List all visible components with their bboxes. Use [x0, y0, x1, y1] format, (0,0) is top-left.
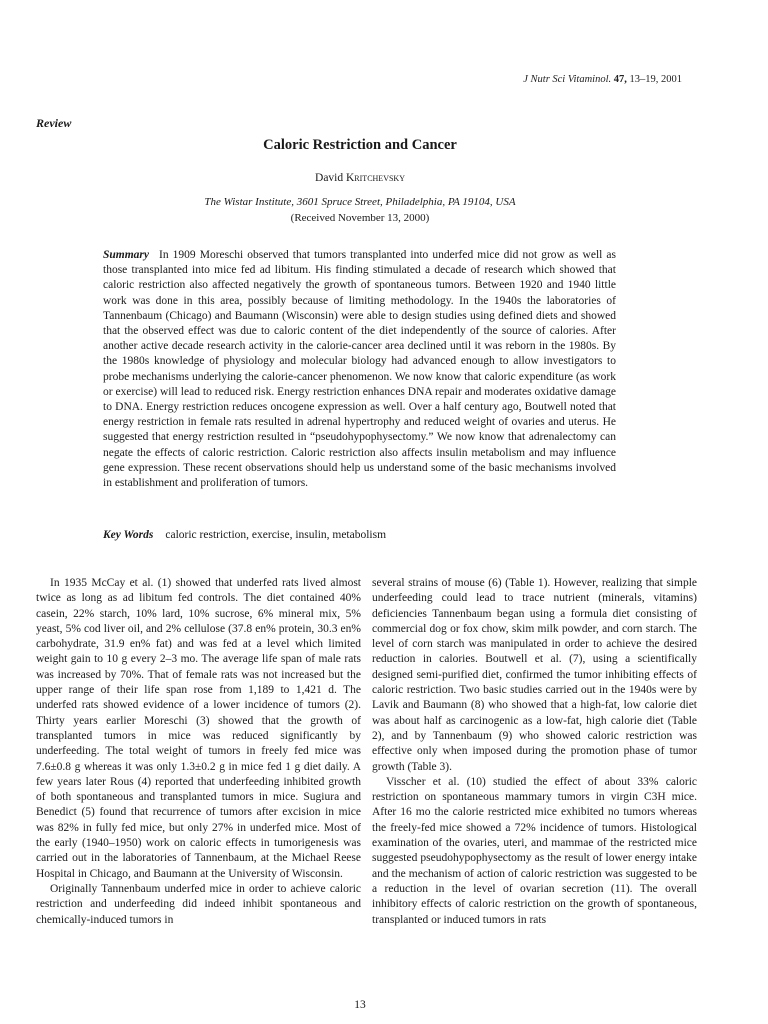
author: [0, 172, 720, 184]
body-paragraph: Originally Tannenbaum underfed mice in order to achieve caloric restriction and underfeeding did indeed inhibit spontaneous and chemically-induced tumors in: [36, 882, 361, 926]
abstract-text: In 1909 Moreschi observed that tumors transplanted into underfed mice did not grow as well as those transplanted into mice fed ad libitum. His finding stimulated a decade of research which showed that caloric restriction also affected negatively the growth of spontaneous tumors. Between 1920 and 1940 little work was done in this area, possibly because of limiting methodology. In the 1940s the laboratories of Tannenbaum (Chicago) and Baumann (Wisconsin) were able to design studies using defined diets and showed that the observed effect was due to caloric content of the diet independently of the source of calories. After another active decade research activity in the calorie-cancer area declined until it was reborn in the 1980s. By the 1980s knowledge of physiology and molecular biology had advanced enough to allow investigators to probe mechanisms underlying the calorie-cancer phenomenon. We now know that caloric expenditure (as work or exercise) will lead to reduced risk. Energy restriction enhances DNA repair and moderates oxidative damage to DNA. Energy restriction reduces oncogene expression as well. Over a half century ago, Boutwell noted that energy restriction in female rats resulted in adrenal hypertrophy and reduced weight of ovaries and uterus. He suggested that energy restriction resulted in “pseudohypophysectomy.” We now know that adrenalectomy can negate the effects of caloric restriction. Caloric restriction also affects insulin metabolism and may influence gene expression. These recent observations should help us understand some of the basic mechanisms involved in establishment and proliferation of tumors.: [103, 249, 616, 490]
author-last-name: Kritchevsky: [346, 172, 405, 184]
body-paragraph: Visscher et al. (10) studied the effect of about 33% caloric restriction on spontaneous mammary tumors in virgin C3H mice. After 16 mo the calorie restricted mice exhibited no tumors whereas the freely-fed mice showed a 72% incidence of tumors. Histological examination of the ovaries, uteri, and mammae of the restricted mice suggested pseudohypophysectomy as the result of lower energy intake and the mechanism of action of caloric restriction was suggested to be a reduction in the level of ovarian secretion (11). The overall inhibitory effects of caloric restriction on the growth of spontaneous, transplanted or induced tumors in rats: [372, 775, 697, 926]
keywords-label: Key Words: [103, 529, 154, 541]
abstract: [103, 248, 616, 491]
abstract-label: Summary: [103, 249, 150, 261]
body-paragraph: In 1935 McCay et al. (1) showed that underfed rats lived almost twice as long as ad libitum fed controls. The diet contained 40% casein, 22% starch, 10% lard, 10% sucrose, 6% mineral mix, 5% yeast, 5% cod liver oil, and 2% cellulose (37.8 en% protein, 30.3 en% carbohydrate, 31.9 en% fat) and was fed at a level which limited weight gain to 10 g every 2–3 mo. The average life span of male rats was increased by 70%. That of female rats was not increased but the upper range of their life span rose from 1,189 to 1,421 d. The underfed rats showed evidence of a lower incidence of tumors (2). Thirty years earlier Moreschi (3) showed that the growth of transplanted tumors in mice was reduced significantly by underfeeding. The total weight of tumors in freely fed mice was 7.6±0.8 g whereas it was only 1.3±0.2 g in mice fed 1 g diet daily. A few years later Rous (4) reported that underfeeding inhibited growth of both spontaneous and transplanted tumors in mice. Sugiura and Benedict (5) found that recurrence of tumors after excision in mice was 82% in fully fed mice, but only 27% in underfed mice. Most of the early (1940–1950) work on caloric effects in tumorigenesis was carried out in the laboratories of Tannenbaum, at the Michael Reese Hospital in Chicago, and Baumann at the University of Wisconsin.: [36, 577, 361, 880]
keywords: [103, 528, 616, 543]
page-number: 13: [354, 999, 366, 1011]
received-date: (Received November 13, 2000): [290, 212, 430, 224]
journal-volume: 47,: [613, 74, 627, 85]
journal-reference: [523, 74, 682, 85]
body-column-right: [372, 576, 697, 928]
journal-name: J Nutr Sci Vitaminol.: [523, 74, 612, 85]
keywords-text: caloric restriction, exercise, insulin, metabolism: [165, 529, 387, 541]
section-label: Review: [36, 116, 72, 130]
body-paragraph: several strains of mouse (6) (Table 1). However, realizing that simple underfeeding could lead to trace nutrient (minerals, vitamins) deficiencies Tannenbaum began using a formula diet consisting of commercial dog or fox chow, skim milk powder, and corn starch. The level of corn starch was manipulated in order to achieve the desired reduction in calories. Boutwell et al. (7), using a scientifically designed semi-purified diet, confirmed the tumor inhibiting effects of caloric restriction. Two basic studies carried out in the 1940s were by Lavik and Baumann (8) who showed that a high-fat, low calorie diet was about half as carcinogenic as a low-fat, high calorie diet (Table 2), and by Tannenbaum (9) who showed caloric restriction was effective only when imposed during the promotion phase of tumor growth (Table 3).: [372, 577, 697, 773]
body-column-left: [36, 576, 361, 928]
article-title: Caloric Restriction and Cancer: [263, 137, 457, 153]
journal-pages: 13–19, 2001: [629, 74, 682, 85]
author-first-name: David: [315, 172, 344, 184]
affiliation: The Wistar Institute, 3601 Spruce Street, Philadelphia, PA 19104, USA: [204, 196, 516, 208]
